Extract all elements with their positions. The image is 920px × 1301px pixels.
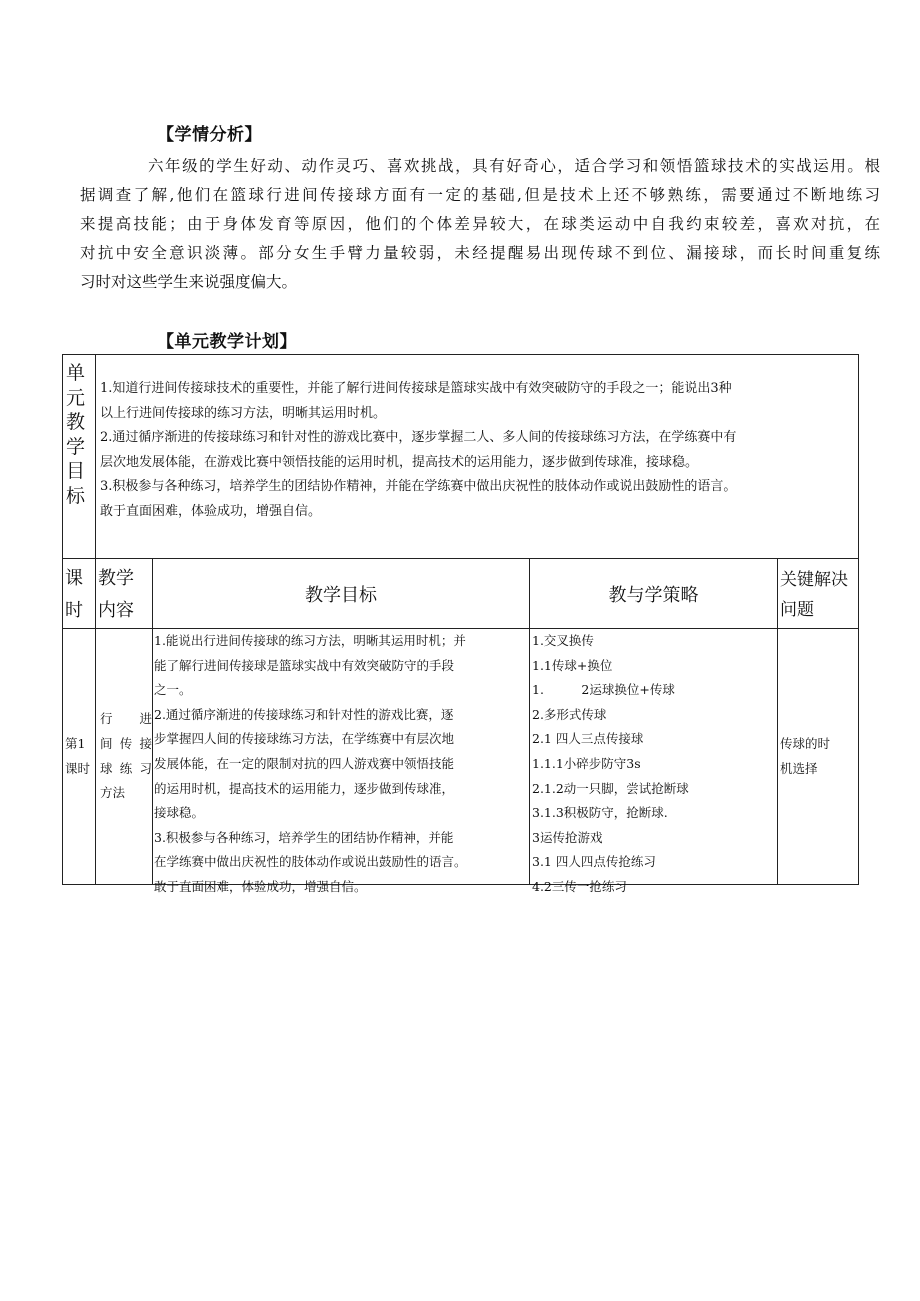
objective-line: 能了解行进间传接球是篮球实战中有效突破防守的手段	[154, 657, 455, 673]
label-char: 学	[66, 435, 86, 458]
unit-goals-row	[63, 355, 859, 559]
lesson-row	[63, 629, 859, 885]
strategy-line: 1.1.1小碎步防守3s	[532, 755, 641, 771]
objective-line: 发展体能，在一定的限制对抗的四人游戏赛中领悟技能	[154, 755, 455, 771]
unit-plan-heading: 【单元教学计划】	[157, 332, 297, 352]
period-line: 课时	[65, 760, 91, 776]
unit-plan-table	[62, 354, 859, 894]
learning-analysis-heading: 【学情分析】	[157, 125, 262, 145]
strategy-line: 3.1 四人四点传抢练习	[532, 854, 656, 870]
header-content-line: 内容	[98, 600, 134, 621]
paragraph-line: 来提高技能；由于身体发育等原因，他们的个体差异较大，在球类运动中自我约束较差，喜欢对抗，在	[80, 215, 880, 233]
objective-line: 之一。	[154, 682, 192, 698]
goal-line: 3.积极参与各种练习，培养学生的团结协作精神，并能在学练赛中做出庆祝性的肢体动作或说出鼓励性的语言。	[100, 479, 737, 494]
paragraph-line: 习时对这些学生来说强度偏大。	[80, 273, 298, 291]
goal-line: 2.通过循序渐进的传接球练习和针对性的游戏比赛中，逐步掌握二人、多人间的传接球练习方法，在学练赛中有	[100, 430, 737, 445]
goal-line: 敢于直面困难，体验成功，增强自信。	[100, 503, 322, 519]
paragraph-line: 六年级的学生好动、动作灵巧、喜欢挑战，具有好奇心，适合学习和领悟篮球技术的实战运用。根	[148, 157, 880, 175]
key-line: 机选择	[780, 760, 818, 776]
period-line: 第1	[65, 735, 86, 751]
header-period-line: 课	[65, 568, 83, 589]
label-char: 单	[66, 362, 86, 384]
strategy-line: 1.交叉换传	[532, 633, 594, 648]
strategy-line: 1.1传球+换位	[532, 657, 613, 673]
strategy-line: 4.2三传一抢练习	[532, 878, 627, 894]
header-content-line: 教学	[98, 568, 134, 589]
goal-line: 1.知道行进间传接球技术的重要性，并能了解行进间传接球是篮球实战中有效突破防守的手段之一；能说出3种	[100, 381, 732, 396]
label-char: 教	[66, 411, 86, 434]
header-objectives: 教学目标	[153, 559, 530, 629]
strategy-line: 2.1.2动一只脚，尝试抢断球	[532, 780, 689, 796]
header-key-issue	[778, 559, 859, 629]
unit-goals-text	[96, 355, 859, 559]
lesson-strategy	[530, 629, 778, 894]
header-strategy: 教与学策略	[530, 559, 778, 629]
content-line: 间传接	[100, 735, 152, 751]
objective-line: 2.通过循序渐进的传接球练习和针对性的游戏比赛，逐	[154, 706, 454, 722]
objective-line: 在学练赛中做出庆祝性的肢体动作或说出鼓励性的语言。	[154, 854, 467, 870]
lesson-content	[96, 629, 153, 885]
paragraph-line: 据调查了解,他们在篮球行进间传接球方面有一定的基础,但是技术上还不够熟练，需要通过不断地练习	[80, 186, 880, 204]
strategy-line: 3.1.3积极防守，抢断球.	[532, 805, 668, 821]
strategy-line: 2.多形式传球	[532, 706, 607, 722]
unit-goals-label	[63, 355, 96, 559]
lesson-period	[63, 629, 96, 885]
label-char: 目	[66, 460, 86, 483]
header-content	[96, 559, 153, 629]
objective-line: 步掌握四人间的传接球练习方法，在学练赛中有层次地	[154, 731, 455, 747]
label-char: 标	[66, 484, 86, 507]
table-header-row	[63, 559, 859, 629]
goal-line: 层次地发展体能，在游戏比赛中领悟技能的运用时机，提高技术的运用能力，逐步做到传球准，接球稳。	[100, 454, 699, 470]
lesson-objectives	[153, 629, 530, 894]
key-line: 传球的时	[780, 735, 831, 751]
label-char: 元	[66, 386, 86, 409]
lesson-key-issue	[778, 629, 859, 885]
goal-line: 以上行进间传接球的练习方法，明晰其运用时机。	[100, 405, 387, 421]
content-line: 行 进	[100, 711, 152, 727]
learning-analysis-paragraph	[80, 152, 880, 297]
paragraph-line: 对抗中安全意识淡薄。部分女生手臂力量较弱，未经提醒易出现传球不到位、漏接球，而长时间重复练	[80, 244, 880, 262]
objective-line: 3.积极参与各种练习，培养学生的团结协作精神，并能	[154, 829, 454, 845]
header-period	[63, 559, 96, 629]
content-line: 方法	[100, 785, 126, 801]
objective-line: 敢于直面困难，体验成功，增强自信。	[154, 878, 367, 894]
objective-line: 1.能说出行进间传接球的练习方法，明晰其运用时机；并	[154, 633, 466, 648]
header-period-line: 时	[65, 600, 83, 621]
objective-line: 接球稳。	[154, 805, 205, 821]
content-line: 球练习	[100, 760, 152, 776]
header-key-line: 问题	[780, 600, 814, 620]
strategy-line: 2.1 四人三点传接球	[532, 731, 644, 747]
strategy-line: 1. 2运球换位+传球	[532, 682, 675, 698]
header-key-line: 关键解决	[780, 570, 848, 590]
objective-line: 的运用时机，提高技术的运用能力，逐步做到传球准，	[154, 780, 455, 796]
strategy-line: 3运传抢游戏	[532, 829, 603, 845]
